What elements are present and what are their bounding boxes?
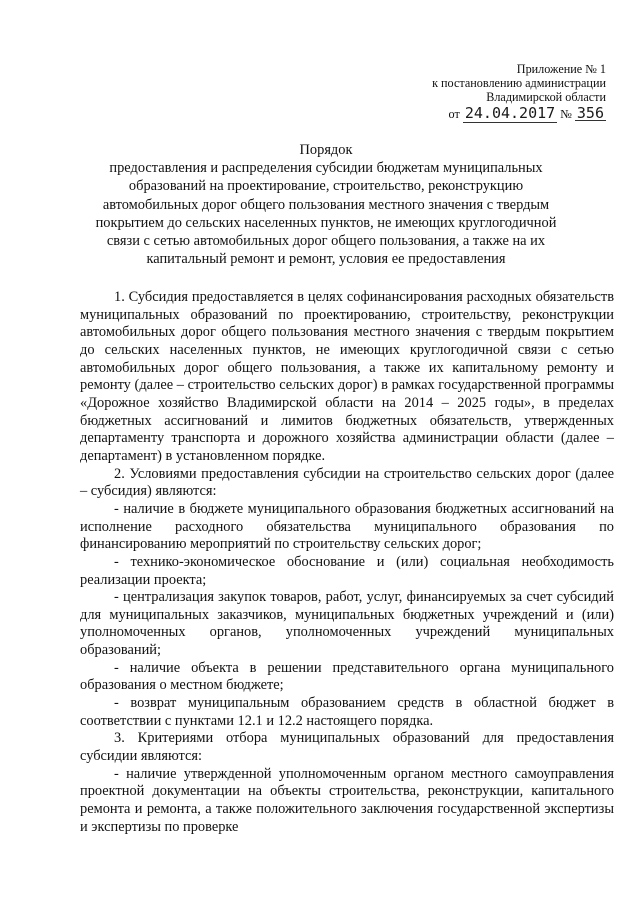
handwritten-number: 356 — [576, 104, 604, 122]
title-heading: Порядок — [299, 142, 353, 158]
date-prefix: от — [448, 107, 460, 121]
paragraph-2-item-3: - централизация закупок товаров, работ, услуг, финансируемых за счет субсидий для муниципальных заказчиков, муниципальных бюджетных учреждений и (или) уполномоченных органов, уполномоченных учреждений муниципальных образований; — [80, 589, 614, 659]
document-title — [92, 141, 560, 268]
appendix-line-1: Приложение № 1 — [516, 62, 606, 76]
paragraph-3: 3. Критериями отбора муниципальных образований для предоставления субсидии являются: — [80, 730, 614, 765]
appendix-date-line — [432, 106, 606, 121]
handwritten-date: 24.04.2017 — [464, 104, 556, 122]
paragraph-3-item-1: - наличие утвержденной уполномоченным органом местного самоуправления проектной документации на объекты строительства, реконструкции, капитального ремонта и ремонта, а также положительного заключения государственной экспертизы и экспертизы по проверке — [80, 765, 614, 835]
paragraph-2-item-5: - возврат муниципальным образованием средств в областной бюджет в соответствии с пунктами 12.1 и 12.2 настоящего порядка. — [80, 695, 614, 729]
paragraph-2-item-1: - наличие в бюджете муниципального образования бюджетных ассигнований на исполнение расходного обязательства муниципального образования по финансированию мероприятий по строительству сельских дорог; — [80, 500, 614, 553]
paragraph-1: 1. Субсидия предоставляется в целях софинансирования расходных обязательств муниципальных образований по проектированию, строительству, реконструкции автомобильных дорог общего пользования местного значения с твердым покрытием до сельских населенных пунктов, не имеющих круглогодичной связи с сетью автомобильных дорог общего пользования, а также их капитальному ремонту и ремонту (далее – строительство сельских дорог) в рамках государственной программы «Дорожное хозяйство Владимирской области на 2014 – 2025 годы», в пределах бюджетных ассигнований и лимитов бюджетных обязательств, утвержденных департаменту транспорта и дорожного хозяйства администрации области (далее – департамент) в установленном порядке. — [80, 289, 614, 464]
number-prefix: № — [560, 107, 572, 121]
appendix-line-2: к постановлению администрации — [432, 76, 606, 90]
paragraph-2: 2. Условиями предоставления субсидии на строительство сельских дорог (далее – субсидия) являются: — [80, 465, 614, 500]
appendix-header — [432, 62, 606, 121]
paragraph-2-item-2: - технико-экономическое обоснование и (или) социальная необходимость реализации проекта; — [80, 553, 614, 588]
appendix-line-3: Владимирской области — [486, 90, 606, 104]
document-body — [80, 289, 614, 836]
paragraph-2-item-4: - наличие объекта в решении представительного органа муниципального образования о местном бюджете; — [80, 659, 614, 694]
title-text: предоставления и распределения субсидии бюджетам муниципальных образований на проектирование, строительство, реконструкцию автомобильных дорог общего пользования местного значения с твердым покрытием до сельских населенных пунктов, не имеющих круглогодичной связи с сетью автомобильных дорог общего пользования, а также на их капитальный ремонт и ремонт, условия ее предоставления — [95, 160, 557, 268]
